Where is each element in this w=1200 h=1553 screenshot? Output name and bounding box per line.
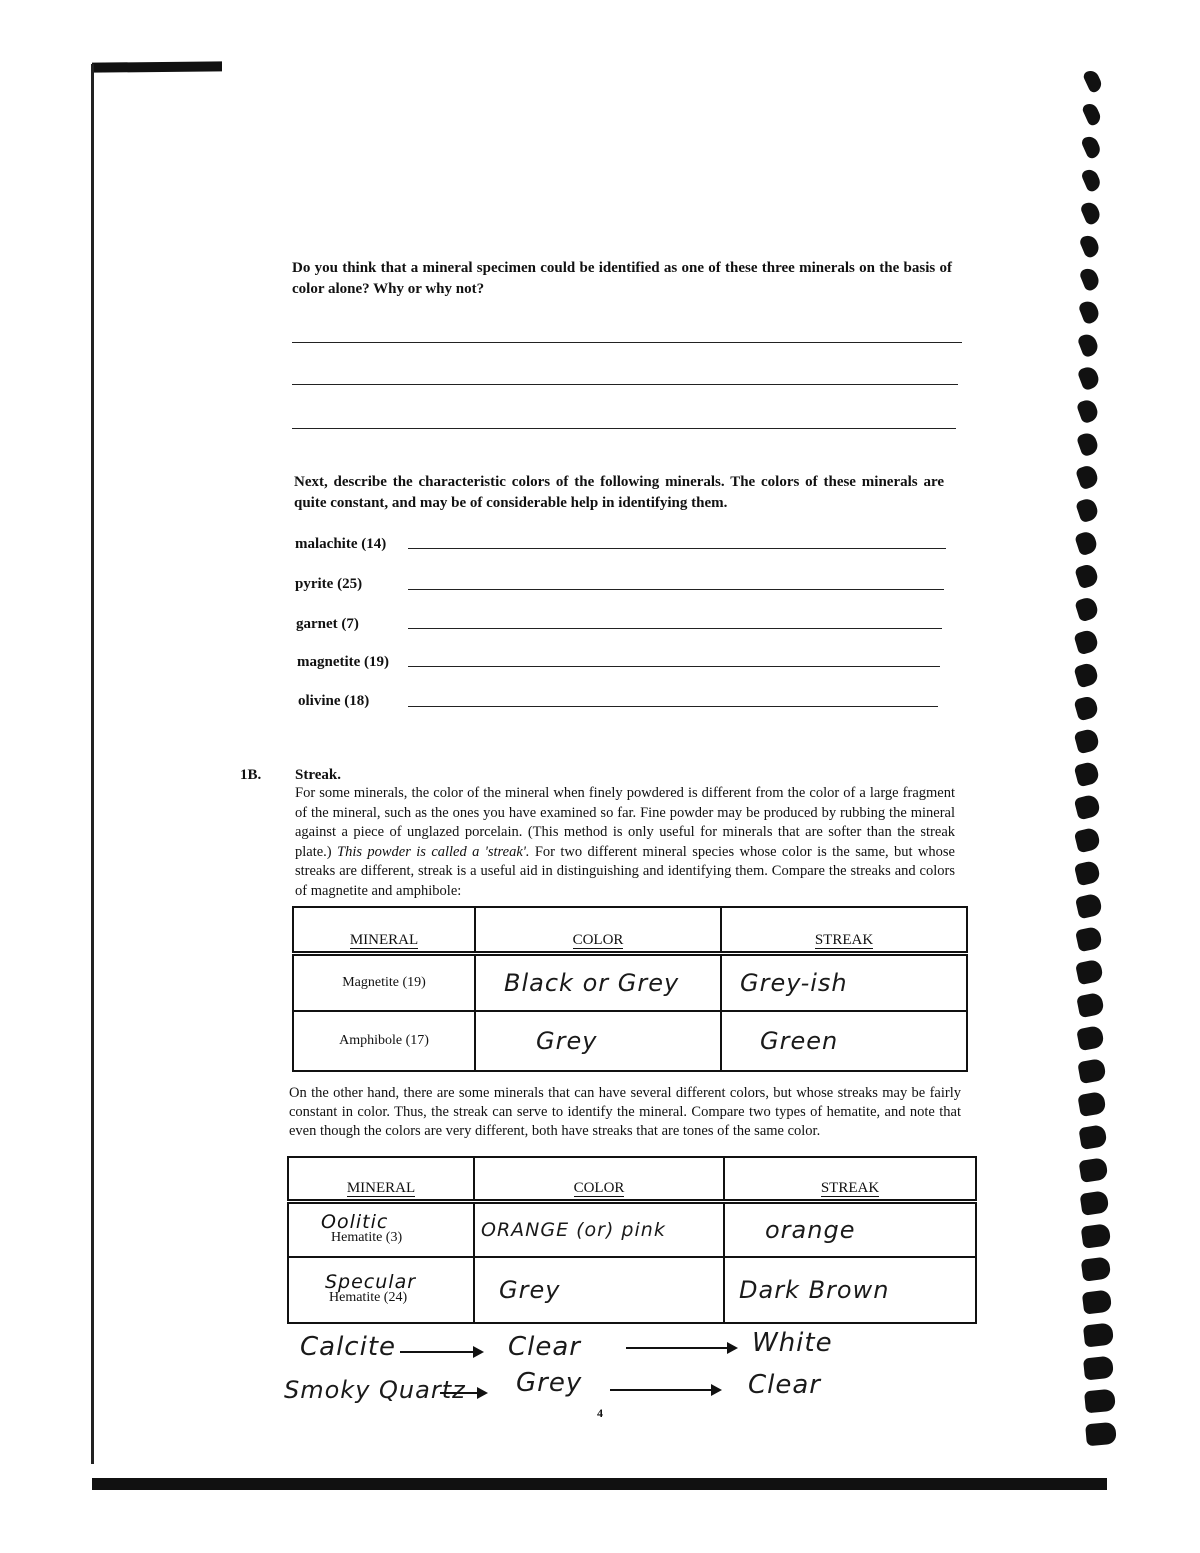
spiral-coil [1077,332,1101,359]
handwritten-answer: Black or Grey [504,968,680,997]
table-row [293,953,967,1011]
spiral-coil [1074,827,1102,854]
arrow-icon [440,1392,486,1394]
spiral-coil [1078,1124,1108,1150]
header-mineral: MINERAL [293,907,475,953]
spiral-coil [1074,628,1100,655]
spiral-coil [1074,893,1102,920]
answer-line [408,628,942,629]
spiral-coil [1080,167,1103,193]
handwritten-answer: Green [760,1027,839,1055]
spiral-coil [1075,959,1104,986]
answer-line [408,589,944,590]
handwritten-color: Clear [508,1332,581,1362]
spiral-coil [1082,1289,1113,1314]
mineral-label: magnetite (19) [297,654,390,670]
handwritten-mineral: Calcite [300,1332,397,1362]
answer-line [408,548,946,549]
mineral-label: garnet (7) [296,616,359,632]
spiral-coil [1077,1058,1106,1084]
mineral-label: malachite (14) [295,536,387,552]
spiral-coil [1076,365,1100,392]
arrow-icon [400,1351,482,1353]
answer-line [408,706,938,707]
spiral-coil [1081,134,1103,160]
color-cell [474,1257,724,1323]
spiral-coil [1076,398,1100,425]
scan-left-edge [91,64,94,1464]
handwritten-streak: Clear [748,1370,821,1400]
mineral-cell: Specular Hematite (24) [288,1257,474,1323]
answer-line [292,384,958,385]
spiral-coil [1074,530,1099,557]
spiral-coil [1082,68,1104,94]
scan-bottom-edge [92,1478,1107,1490]
table-row [288,1257,976,1323]
spiral-coil [1077,1091,1106,1117]
spiral-coil [1083,1322,1114,1347]
streak-text-part2: For two different mineral species whose color is the same, but whose streaks are different, streak is a useful aid in distinguishing and identifying them. Compare the streaks and colors of magnetite and amphibole: [295,843,955,899]
handwritten-answer: Dark Brown [739,1276,890,1304]
spiral-coil [1079,200,1102,226]
handwritten-answer: Grey [499,1276,561,1304]
spiral-coil [1079,233,1102,259]
table-row [288,1201,976,1257]
handwritten-answer: orange [765,1215,856,1244]
color-cell [475,1011,721,1071]
handwritten-answer: Grey [536,1027,598,1055]
handwritten-answer: Grey-ish [740,968,848,997]
spiral-coil [1074,794,1101,821]
section-title: Streak. [295,767,341,783]
spiral-coil [1075,926,1103,953]
handwritten-note: Oolitic [321,1210,389,1233]
header-mineral: MINERAL [288,1157,474,1201]
spiral-coil [1073,728,1100,755]
spiral-coil [1075,464,1100,491]
handwritten-answer: ORANGE (or) pink [481,1218,666,1241]
page-number: 4 [597,1406,603,1420]
color-cell [474,1201,724,1257]
spiral-coil [1083,1356,1114,1381]
arrow-icon [610,1389,720,1391]
spiral-coil [1085,1422,1117,1447]
streak-cell [721,1011,967,1071]
mineral-label: olivine (18) [298,693,370,709]
spiral-coil [1079,1190,1109,1216]
question-color-alone: Do you think that a mineral specimen could be identified as one of these three minerals on the basis of color alone? Why or why not? [292,260,952,297]
spiral-coil [1076,1025,1105,1051]
spiral-coil [1074,860,1102,887]
spiral-coil [1074,563,1100,590]
streak-cell [721,953,967,1011]
streak-cell [724,1201,976,1257]
section-number: 1B. [240,767,262,783]
scan-top-edge [92,61,222,72]
streak-explanation [295,784,955,901]
hematite-paragraph: On the other hand, there are some minerals that can have several different colors, but whose streaks may be fairly constant in color. Thus, the streak can serve to identify the mineral. Compare two types of hematite, and note that even though the colors are very different, both have streaks that are tones of the same color. [289,1085,961,1139]
spiral-coil [1080,1223,1110,1249]
streak-table-hematite [287,1156,977,1324]
header-streak: STREAK [721,907,967,953]
handwritten-mineral: Smoky Quartz [284,1376,466,1404]
header-streak: STREAK [724,1157,976,1201]
answer-line [408,666,940,667]
header-color: COLOR [474,1157,724,1201]
spiral-coil [1077,299,1101,326]
spiral-coil [1078,266,1101,293]
mineral-cell: Oolitic Hematite (3) [288,1201,474,1257]
streak-cell [724,1257,976,1323]
streak-text-part1: For some minerals, the color of the mineral when finely powdered is different from the color of a large fragment of the mineral, such as the ones you have examined so far. Fine powder may be produced by rubbing the mineral against a piece of unglazed porcelain. (This method is only useful for minerals that are softer than the streak plate.) [295,785,955,860]
answer-line [292,428,956,429]
spiral-coil [1073,695,1100,722]
spiral-coil [1076,992,1105,1018]
mineral-cell: Magnetite (19) [293,953,475,1011]
header-color: COLOR [475,907,721,953]
mineral-label: pyrite (25) [295,576,363,592]
handwritten-streak: White [752,1328,833,1358]
handwritten-color: Grey [516,1368,583,1398]
streak-table-magnetite-amphibole [292,906,968,1072]
color-cell [475,953,721,1011]
answer-line [292,342,962,343]
spiral-coil [1081,1256,1112,1281]
table-row [293,1011,967,1071]
spiral-binding [1068,70,1118,1470]
spiral-coil [1081,101,1103,127]
spiral-coil [1074,662,1100,689]
spiral-coil [1084,1389,1116,1414]
mineral-cell: Amphibole (17) [293,1011,475,1071]
spiral-coil [1075,431,1100,458]
streak-definition: This powder is called a 'streak'. [337,843,530,860]
describe-colors-intro: Next, describe the characteristic colors of the following minerals. The colors of these minerals are quite constant, and may be of considerable help in identifying them. [294,474,944,511]
arrow-icon [626,1347,736,1349]
spiral-coil [1075,497,1100,524]
spiral-coil [1079,1157,1109,1183]
spiral-coil [1074,596,1100,623]
handwritten-note: Specular [325,1271,417,1293]
spiral-coil [1074,761,1101,788]
